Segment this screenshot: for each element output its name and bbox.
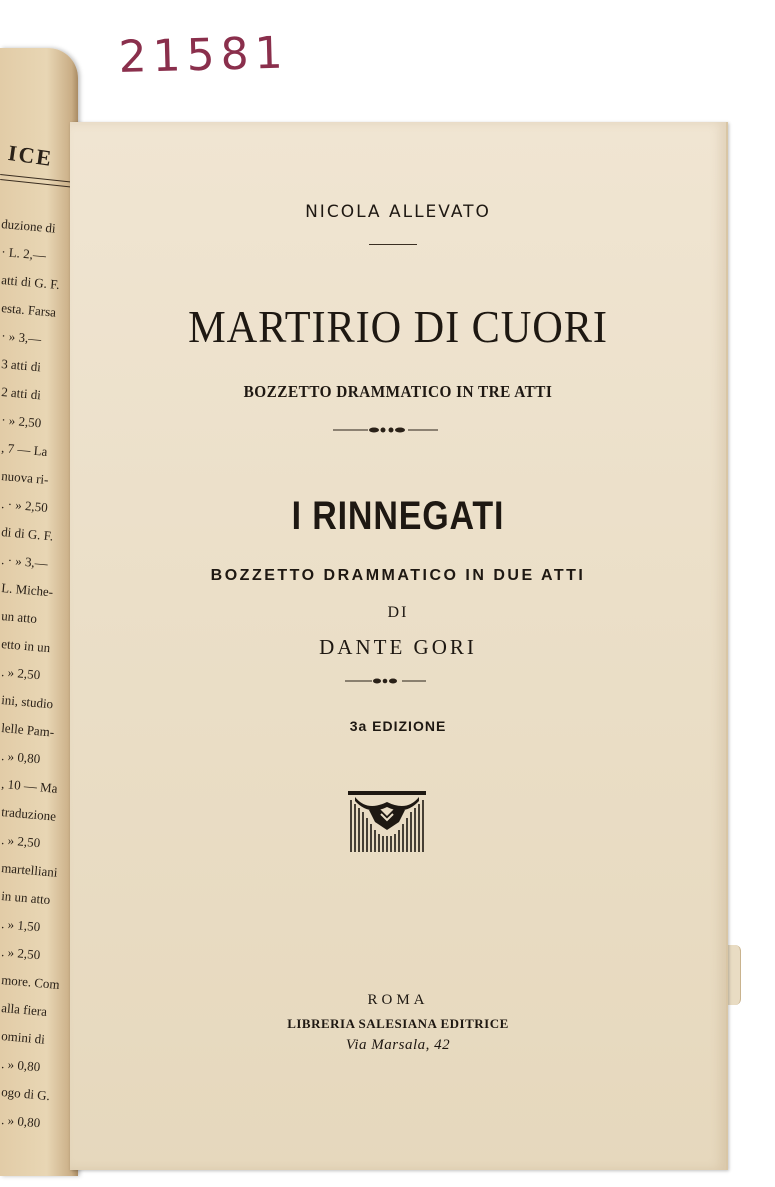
left-page-line: ini, studio: [0, 692, 54, 712]
adjacent-left-page: [0, 48, 78, 1176]
left-page-line: . » 0,80: [0, 748, 41, 767]
publisher-city: ROMA: [367, 992, 429, 1008]
left-page-line: · » 2,50: [0, 412, 42, 431]
by-label: DI: [387, 604, 409, 621]
title-page: [70, 122, 728, 1170]
left-page-line: un atto: [0, 608, 38, 627]
second-work-subtitle: BOZZETTO DRAMMATICO IN DUE ATTI: [210, 567, 586, 584]
left-page-line: · L. 2,—: [0, 244, 47, 263]
left-page-line: . · » 3,—: [0, 552, 49, 572]
left-page-line: . » 2,50: [0, 832, 41, 851]
ornamental-rule-icon: [70, 424, 726, 436]
first-work-title: MARTIRIO DI CUORI: [188, 301, 608, 352]
left-page-line: ogo di G.: [0, 1084, 51, 1104]
printer-emblem-icon: [347, 790, 427, 854]
second-work-title: I RINNEGATI: [291, 494, 505, 538]
left-page-line: omini di: [0, 1028, 46, 1047]
left-page-line: etto in un: [0, 636, 51, 656]
left-page-line: . » 1,50: [0, 916, 41, 935]
left-page-line: L. Miche-: [0, 580, 54, 600]
first-work-subtitle: BOZZETTO DRAMMATICO IN TRE ATTI: [243, 382, 553, 401]
left-page-line: di di G. F.: [0, 524, 54, 544]
handwritten-inventory-number: 21581: [118, 27, 290, 83]
left-page-line: atti di G. F.: [0, 272, 61, 293]
left-page-heading: ICE: [6, 139, 55, 172]
left-page-line: . » 0,80: [0, 1112, 41, 1131]
publisher-name: LIBRERIA SALESIANA EDITRICE: [287, 1016, 509, 1031]
left-page-line: 2 atti di: [0, 384, 42, 403]
left-page-line: esta. Farsa: [0, 300, 57, 320]
ornamental-rule-icon-2: [70, 675, 726, 687]
left-page-line: 3 atti di: [0, 356, 42, 375]
author-rule: [369, 244, 417, 245]
second-author-name: DANTE GORI: [319, 635, 477, 659]
left-page-line: martelliani: [0, 860, 59, 880]
left-page-line: · » 3,—: [0, 328, 42, 347]
left-page-line: alla fiera: [0, 1000, 48, 1019]
left-page-line: , 10 — Ma: [0, 776, 59, 796]
author-name: NICOLA ALLEVATO: [305, 202, 491, 222]
left-page-line: lelle Pam-: [0, 720, 55, 740]
left-page-line: . · » 2,50: [0, 496, 49, 516]
left-page-line: duzione di: [0, 216, 57, 236]
edition-label: 3a EDIZIONE: [349, 718, 447, 734]
left-page-line: , 7 — La: [0, 440, 49, 459]
left-page-rule: [0, 174, 76, 183]
left-page-line: nuova ri-: [0, 468, 50, 488]
publisher-address: Via Marsala, 42: [345, 1037, 451, 1053]
left-page-line: . » 0,80: [0, 1056, 41, 1075]
left-page-line: in un atto: [0, 888, 51, 908]
left-page-line: . » 2,50: [0, 944, 41, 963]
left-page-line: . » 2,50: [0, 664, 41, 683]
left-page-line: more. Com: [0, 972, 61, 993]
left-page-line: traduzione: [0, 804, 57, 824]
